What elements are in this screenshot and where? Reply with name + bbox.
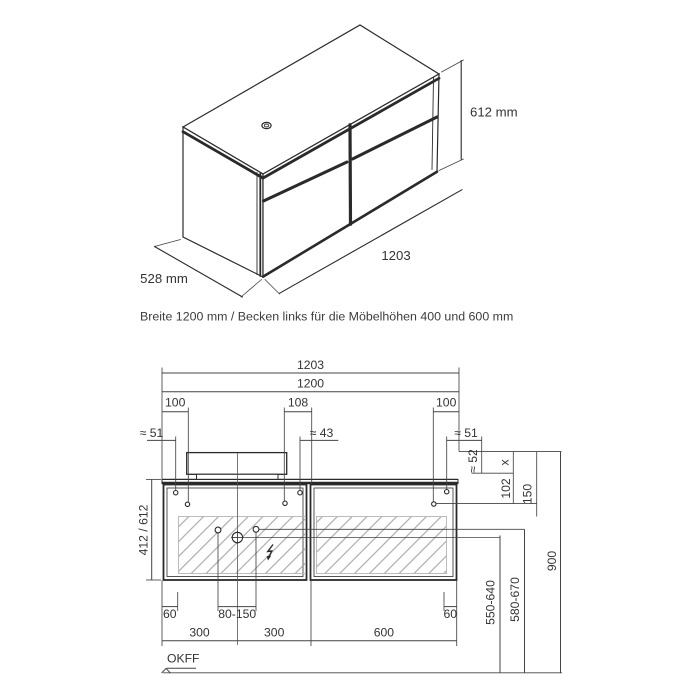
floor-label-okff: OKFF bbox=[167, 651, 200, 666]
dim-overall-1203: 1203 bbox=[296, 357, 325, 372]
dim-80-150: 80-150 bbox=[218, 607, 257, 621]
iso-width-label: 1203 bbox=[381, 248, 411, 263]
dim-approx51-right: ≈ 51 bbox=[454, 426, 478, 440]
dim-60-right: 60 bbox=[443, 607, 458, 621]
dim-300-b: 300 bbox=[264, 625, 285, 640]
isometric-drawing bbox=[155, 25, 464, 297]
dim-150: 150 bbox=[520, 483, 535, 505]
cabinet-3d-body bbox=[183, 25, 439, 277]
dim-600: 600 bbox=[373, 625, 395, 640]
iso-dim-height bbox=[439, 60, 464, 171]
dim-580-670: 580-670 bbox=[508, 577, 522, 622]
okff-marker bbox=[162, 668, 197, 673]
dim-approx52: ≈ 52 bbox=[466, 449, 480, 473]
caption: Breite 1200 mm / Becken links für die Möbelhöhen 400 und 600 mm bbox=[140, 309, 514, 324]
dim-550-640: 550-640 bbox=[483, 580, 498, 625]
dim-900: 900 bbox=[545, 550, 559, 572]
dim-100-right: 100 bbox=[436, 395, 457, 410]
dim-412-612: 412 / 612 bbox=[136, 504, 151, 556]
dim-approx43: ≈ 43 bbox=[309, 426, 334, 440]
cutout-hatch-areas bbox=[179, 517, 447, 574]
dim-108-mid: 108 bbox=[287, 395, 309, 410]
floor-line bbox=[162, 668, 563, 673]
dim-60-left: 60 bbox=[163, 607, 177, 621]
iso-depth-label: 528 mm bbox=[140, 271, 188, 286]
basin-outline bbox=[187, 453, 287, 480]
dim-approx51-left: ≈ 51 bbox=[139, 426, 164, 440]
dim-100-left: 100 bbox=[165, 395, 186, 410]
dim-300-a: 300 bbox=[189, 625, 210, 640]
iso-height-label: 612 mm bbox=[470, 104, 518, 120]
faucet-hole-icon bbox=[262, 122, 271, 128]
dim-x: x bbox=[497, 459, 512, 466]
dim-body-1200: 1200 bbox=[296, 376, 325, 391]
dim-102: 102 bbox=[499, 478, 513, 499]
